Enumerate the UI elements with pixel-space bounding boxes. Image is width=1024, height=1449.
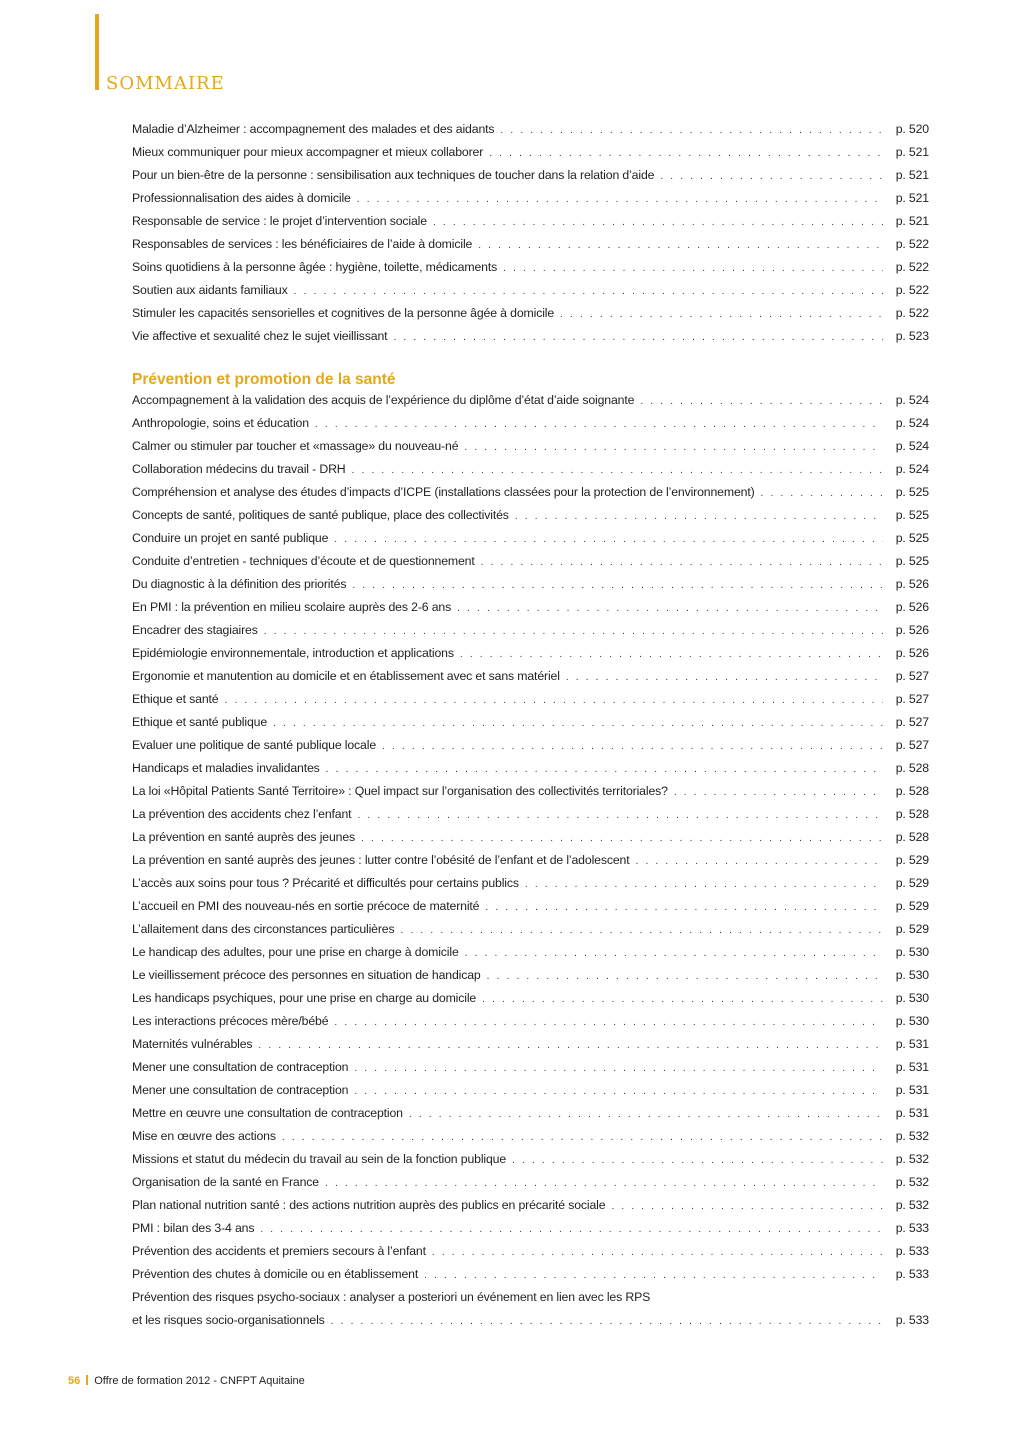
footer-separator [86,1375,88,1385]
toc-entry[interactable] [132,1221,929,1244]
toc-entry-page: p. 526 [895,577,929,591]
toc-entry-title: Prévention des risques psycho-sociaux : analyser a posteriori un événement en lien avec les RPS [132,1290,651,1304]
toc-entry-title: Calmer ou stimuler par toucher et «massage» du nouveau-né [132,439,459,453]
dot-leader [282,1130,883,1146]
toc-entry-title: L’accueil en PMI des nouveau-nés en sortie précoce de maternité [132,899,480,913]
dot-leader [354,1061,883,1077]
toc-entry-title: Epidémiologie environnementale, introduction et applications [132,646,454,660]
toc-entry-page: p. 523 [895,329,929,343]
toc-entry-page: p. 533 [895,1313,929,1327]
toc-entry[interactable] [132,1290,929,1313]
toc-entry-title: Handicaps et maladies invalidantes [132,761,320,775]
dot-leader [489,146,883,162]
toc-entry-page: p. 522 [895,283,929,297]
toc-entry-title: Mettre en œuvre une consultation de contraception [132,1106,403,1120]
toc-entry-page: p. 532 [895,1129,929,1143]
toc-entry-page: p. 520 [895,122,929,136]
toc-entry[interactable] [132,715,929,738]
toc-entry-page: p. 522 [895,260,929,274]
toc-entry[interactable] [132,462,929,485]
toc-entry-page: p. 531 [895,1037,929,1051]
header-accent-bar [95,14,99,90]
toc-entry-page: p. 521 [895,191,929,205]
toc-entry-page: p. 522 [895,306,929,320]
toc-entry-title: Ethique et santé [132,692,219,706]
toc-entry-title: Ergonomie et manutention au domicile et en établissement avec et sans matériel [132,669,560,683]
dot-leader [273,716,883,732]
toc-entry-page: p. 527 [895,738,929,752]
dot-leader [361,831,883,847]
dot-leader [660,169,883,185]
toc-group-1 [132,122,929,352]
toc-entry[interactable] [132,306,929,329]
dot-leader [334,1015,883,1031]
toc-entry-title: Mise en œuvre des actions [132,1129,276,1143]
toc-entry-title: Le vieillissement précoce des personnes en situation de handicap [132,968,481,982]
toc-entry[interactable] [132,531,929,554]
dot-leader [264,624,883,640]
dot-leader [352,578,883,594]
dot-leader [487,969,883,985]
toc-entry[interactable] [132,623,929,646]
table-of-contents [132,122,929,1336]
toc-entry-page: p. 529 [895,876,929,890]
toc-entry[interactable] [132,922,929,945]
toc-entry[interactable] [132,945,929,968]
dot-leader [354,1084,883,1100]
dot-leader [485,900,883,916]
toc-entry-page: p. 532 [895,1152,929,1166]
dot-leader [382,739,883,755]
toc-entry[interactable] [132,416,929,439]
toc-entry-title: Prévention des accidents et premiers secours à l’enfant [132,1244,426,1258]
toc-entry[interactable] [132,1267,929,1290]
toc-entry-title: Conduire un projet en santé publique [132,531,329,545]
dot-leader [464,440,883,456]
dot-leader [465,946,883,962]
dot-leader [611,1199,883,1215]
toc-entry-title: Conduite d’entretien - techniques d’écoute et de questionnement [132,554,475,568]
toc-entry[interactable] [132,439,929,462]
section-title: Prévention et promotion de la santé [132,371,396,388]
dot-leader [503,261,883,277]
toc-entry[interactable] [132,214,929,237]
toc-entry[interactable] [132,600,929,623]
toc-entry-title: Stimuler les capacités sensorielles et cognitives de la personne âgée à domicile [132,306,555,320]
toc-entry-title: Mieux communiquer pour mieux accompagner et mieux collaborer [132,145,484,159]
toc-entry[interactable] [132,1037,929,1060]
toc-entry[interactable] [132,168,929,191]
toc-entry-page: p. 525 [895,485,929,499]
toc-entry[interactable] [132,807,929,830]
toc-entry[interactable] [132,329,929,352]
dot-leader [761,486,883,502]
toc-entry[interactable] [132,554,929,577]
dot-leader [352,463,883,479]
toc-group-2 [132,393,929,1290]
dot-leader [566,670,883,686]
toc-entry-page: p. 521 [895,168,929,182]
dot-leader [640,394,883,410]
toc-entry-title: Collaboration médecins du travail - DRH [132,462,346,476]
toc-entry[interactable] [132,1106,929,1129]
dot-leader [409,1107,883,1123]
toc-entry-title: Compréhension et analyse des études d’impacts d’ICPE (installations classées pour la protection de l’environnement) [132,485,755,499]
toc-entry-title: Ethique et santé publique [132,715,268,729]
toc-entry[interactable] [132,1244,929,1267]
dot-leader [500,123,883,139]
toc-entry-page: p. 521 [895,214,929,228]
toc-entry-title: L’allaitement dans des circonstances particulières [132,922,395,936]
toc-entry-title: L’accès aux soins pour tous ? Précarité et difficultés pour certains publics [132,876,519,890]
toc-entry-title: La prévention en santé auprès des jeunes [132,830,356,844]
toc-entry-page: p. 529 [895,922,929,936]
dot-leader [432,1245,883,1261]
toc-entry-title: Accompagnement à la validation des acquis de l’expérience du diplôme d’état d’aide soignante [132,393,635,407]
toc-entry[interactable] [132,646,929,669]
dot-leader [258,1038,883,1054]
dot-leader [260,1222,883,1238]
toc-entry-page: p. 524 [895,462,929,476]
toc-entry-page: p. 533 [895,1244,929,1258]
dot-leader [674,785,883,801]
toc-entry[interactable] [132,237,929,260]
toc-entry-page: p. 526 [895,623,929,637]
toc-entry-title: La prévention des accidents chez l’enfant [132,807,352,821]
dot-leader [326,762,883,778]
toc-entry[interactable] [132,738,929,761]
dot-leader [433,215,883,231]
toc-entry-title: Organisation de la santé en France [132,1175,319,1189]
toc-entry-title: La prévention en santé auprès des jeunes : lutter contre l’obésité de l’enfant et de l’adolescent [132,853,630,867]
toc-entry-title: Prévention des chutes à domicile ou en établissement [132,1267,419,1281]
toc-entry-title: PMI : bilan des 3-4 ans [132,1221,255,1235]
toc-entry[interactable] [132,508,929,531]
toc-entry-title: Maternités vulnérables [132,1037,253,1051]
dot-leader [460,647,883,663]
toc-entry-title: La loi «Hôpital Patients Santé Territoire» : Quel impact sur l’organisation des collectivités territoriales? [132,784,668,798]
toc-entry-title: Mener une consultation de contraception [132,1060,349,1074]
toc-entry[interactable] [132,485,929,508]
toc-entry-page: p. 532 [895,1198,929,1212]
toc-entry-page: p. 530 [895,968,929,982]
toc-entry-page: p. 529 [895,853,929,867]
toc-entry[interactable] [132,784,929,807]
dot-leader [325,1176,883,1192]
toc-entry-title: En PMI : la prévention en milieu scolaire auprès des 2-6 ans [132,600,452,614]
dot-leader [334,532,883,548]
toc-entry-page: p. 533 [895,1221,929,1235]
dot-leader [512,1153,883,1169]
toc-entry-title: Vie affective et sexualité chez le sujet vieillissant [132,329,388,343]
toc-entry-page: p. 533 [895,1267,929,1281]
toc-entry-title: Professionnalisation des aides à domicile [132,191,351,205]
toc-entry-title: Maladie d’Alzheimer : accompagnement des malades et des aidants [132,122,495,136]
toc-entry-title: Evaluer une politique de santé publique locale [132,738,377,752]
toc-entry-title: Plan national nutrition santé : des actions nutrition auprès des publics en précarité sociale [132,1198,606,1212]
toc-entry-title: Du diagnostic à la définition des priorités [132,577,347,591]
toc-entry-title: Soins quotidiens à la personne âgée : hygiène, toilette, médicaments [132,260,498,274]
toc-entry-page: p. 526 [895,646,929,660]
toc-entry[interactable] [132,145,929,168]
toc-entry[interactable] [132,692,929,715]
toc-entry-page: p. 525 [895,554,929,568]
toc-entry-page: p. 527 [895,669,929,683]
toc-entry-title: Missions et statut du médecin du travail au sein de la fonction publique [132,1152,507,1166]
dot-leader [635,854,883,870]
toc-entry-page: p. 528 [895,830,929,844]
toc-entry-title: Concepts de santé, politiques de santé publique, place des collectivités [132,508,509,522]
toc-entry-title: Anthropologie, soins et éducation [132,416,309,430]
toc-entry-page: p. 525 [895,531,929,545]
toc-entry-title: Responsable de service : le projet d’intervention sociale [132,214,427,228]
toc-entry-page: p. 527 [895,692,929,706]
dot-leader [424,1268,883,1284]
dot-leader [481,555,883,571]
footer-text: Offre de formation 2012 - CNFPT Aquitaine [94,1375,305,1387]
toc-entry-title: Les interactions précoces mère/bébé [132,1014,329,1028]
toc-entry-page: p. 532 [895,1175,929,1189]
dot-leader [482,992,883,1008]
toc-entry-title: Responsables de services : les bénéficiaires de l’aide à domicile [132,237,473,251]
toc-entry[interactable] [132,283,929,306]
toc-entry[interactable] [132,1083,929,1106]
dot-leader [294,284,883,300]
toc-entry-page: p. 528 [895,807,929,821]
dot-leader [401,923,884,939]
toc-entry-page: p. 528 [895,761,929,775]
toc-entry[interactable] [132,1129,929,1152]
toc-entry-title: Mener une consultation de contraception [132,1083,349,1097]
toc-entry-continuation[interactable] [132,1313,929,1336]
toc-entry[interactable] [132,577,929,600]
toc-entry[interactable] [132,191,929,214]
dot-leader [224,693,883,709]
toc-entry-title: Encadrer des stagiaires [132,623,258,637]
toc-entry[interactable] [132,1014,929,1037]
toc-entry-title: Les handicaps psychiques, pour une prise en charge au domicile [132,991,477,1005]
toc-entry[interactable] [132,876,929,899]
toc-entry[interactable] [132,968,929,991]
toc-entry-page: p. 524 [895,393,929,407]
dot-leader [515,509,883,525]
toc-entry[interactable] [132,393,929,416]
toc-entry[interactable] [132,1198,929,1221]
toc-entry-page: p. 525 [895,508,929,522]
page-title: SOMMAIRE [106,73,225,94]
footer-page-number: 56 [68,1375,81,1387]
toc-entry-page: p. 521 [895,145,929,159]
toc-entry-page: p. 531 [895,1060,929,1074]
toc-entry-page: p. 530 [895,945,929,959]
toc-entry-page: p. 531 [895,1106,929,1120]
toc-entry[interactable] [132,1175,929,1198]
dot-leader [457,601,883,617]
toc-entry-title: et les risques socio-organisationnels [132,1313,325,1327]
toc-entry[interactable] [132,853,929,876]
toc-entry-title: Soutien aux aidants familiaux [132,283,288,297]
dot-leader [560,307,883,323]
dot-leader [393,330,883,346]
toc-entry[interactable] [132,669,929,692]
toc-entry-page: p. 528 [895,784,929,798]
dot-leader [357,192,883,208]
toc-entry[interactable] [132,761,929,784]
toc-entry[interactable] [132,260,929,283]
toc-entry-title: Pour un bien-être de la personne : sensibilisation aux techniques de toucher dans la relation d’aide [132,168,655,182]
dot-leader [331,1314,883,1330]
toc-entry[interactable] [132,122,929,145]
toc-entry-page: p. 530 [895,1014,929,1028]
toc-entry[interactable] [132,991,929,1014]
toc-entry-title: Le handicap des adultes, pour une prise en charge à domicile [132,945,459,959]
dot-leader [357,808,883,824]
toc-entry-page: p. 522 [895,237,929,251]
toc-entry-page: p. 526 [895,600,929,614]
toc-entry-page: p. 527 [895,715,929,729]
toc-entry[interactable] [132,1060,929,1083]
toc-entry-page: p. 531 [895,1083,929,1097]
dot-leader [315,417,883,433]
dot-leader [525,877,883,893]
toc-entry-page: p. 530 [895,991,929,1005]
toc-entry-page: p. 529 [895,899,929,913]
dot-leader [478,238,883,254]
toc-entry[interactable] [132,1152,929,1175]
toc-entry[interactable] [132,899,929,922]
toc-entry-page: p. 524 [895,416,929,430]
toc-entry-page: p. 524 [895,439,929,453]
toc-entry[interactable] [132,830,929,853]
page-footer [68,1375,305,1387]
